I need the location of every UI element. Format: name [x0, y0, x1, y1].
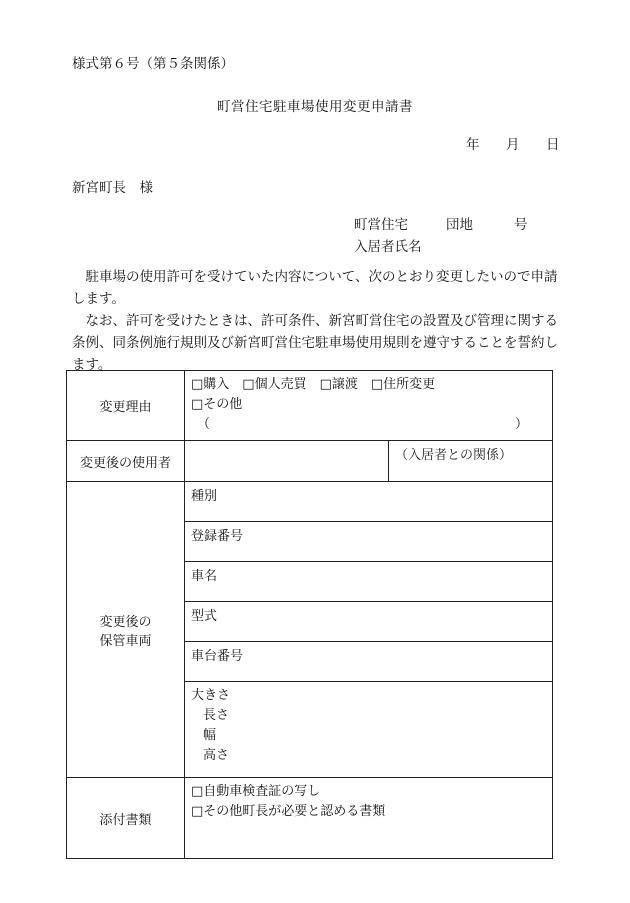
paren-open: （ — [197, 417, 211, 432]
reason-options[interactable] — [185, 371, 553, 441]
housing-label: 町営住宅 — [354, 217, 408, 233]
user-row — [67, 441, 553, 482]
vehicle-label — [67, 482, 185, 778]
attachment-vehicle-inspection[interactable]: □自動車検査証の写し — [191, 784, 321, 799]
application-statement: 駐車場の使用許可を受けていた内容について、次のとおり変更したいので申請します。 — [72, 269, 558, 307]
attachment-other-documents[interactable]: □その他町長が必要と認める書類 — [191, 804, 386, 819]
car-name-field[interactable]: 車名 — [185, 562, 553, 602]
applicant-block — [354, 214, 528, 258]
vehicle-label-line2: 保管車両 — [99, 633, 152, 649]
size-field[interactable] — [185, 682, 553, 778]
attachments-row — [67, 778, 553, 859]
vehicle-label-line1: 変更後の — [99, 614, 152, 630]
document-title: 町営住宅駐車場使用変更申請書 — [217, 99, 413, 115]
chassis-number-field[interactable]: 車台番号 — [185, 642, 553, 682]
date-day: 日 — [546, 137, 560, 153]
vehicle-type-row — [67, 482, 553, 522]
applicant-name-row — [354, 236, 422, 258]
reason-other-field[interactable] — [191, 415, 546, 435]
date-year: 年 — [466, 137, 480, 153]
form-number: 様式第６号（第５条関係） — [72, 56, 234, 72]
addressee: 新宮町長 様 — [72, 180, 153, 196]
relation-field[interactable] — [389, 441, 553, 482]
relation-label: （入居者との関係） — [395, 448, 513, 463]
resident-name-label: 入居者氏名 — [354, 239, 422, 255]
user-label: 変更後の使用者 — [67, 441, 185, 482]
pledge-statement: なお、許可を受けたときは、許可条件、新宮町営住宅の設置及び管理に関する条例、同条例施行規則及び新宮町営住宅駐車場使用規則を遵守することを誓約します。 — [72, 313, 558, 373]
model-field[interactable]: 型式 — [185, 602, 553, 642]
reason-options-line2[interactable]: □その他 — [191, 397, 243, 412]
attachments-options[interactable] — [185, 778, 553, 859]
applicant-housing-row — [354, 214, 528, 236]
paren-close: ） — [515, 417, 529, 432]
application-table — [66, 370, 553, 859]
date-month: 月 — [506, 137, 520, 153]
height-label: 高さ — [203, 748, 230, 763]
reason-options-line1[interactable]: □購入 □個人売買 □譲渡 □住所変更 — [191, 377, 436, 392]
number-label: 号 — [514, 217, 528, 233]
block-label: 団地 — [446, 217, 473, 233]
reason-row — [67, 371, 553, 441]
attachments-label: 添付書類 — [67, 778, 185, 859]
vehicle-type-field[interactable]: 種別 — [185, 482, 553, 522]
width-label: 幅 — [203, 728, 217, 743]
registration-number-field[interactable]: 登録番号 — [185, 522, 553, 562]
reason-label: 変更理由 — [67, 371, 185, 441]
user-name-field[interactable] — [185, 441, 389, 482]
size-label: 大きさ — [191, 688, 231, 703]
length-label: 長さ — [203, 708, 230, 723]
